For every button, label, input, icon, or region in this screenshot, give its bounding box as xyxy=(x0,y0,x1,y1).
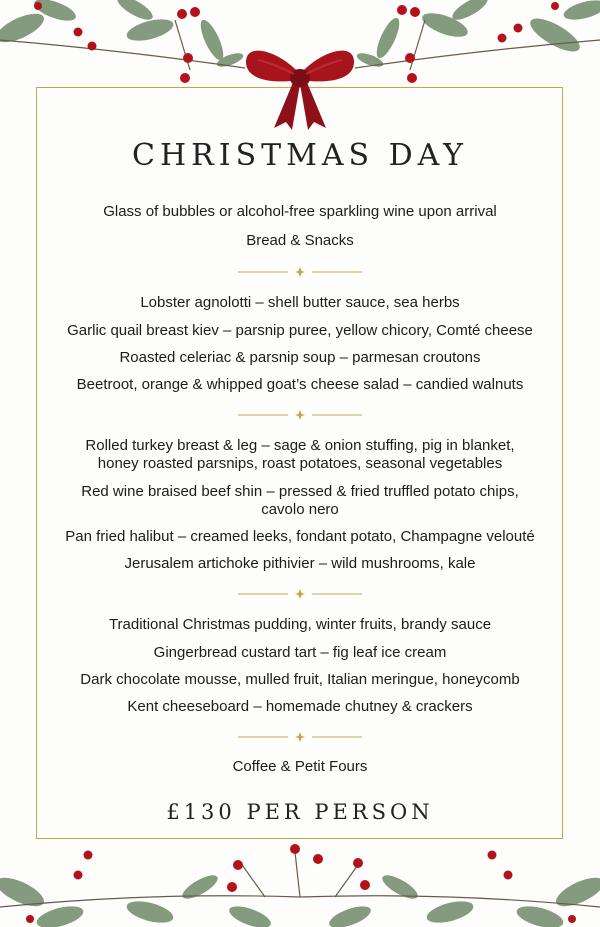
main-item-line: Rolled turkey breast & leg – sage & onion stuffing, pig in blanket, xyxy=(85,437,515,454)
coffee-petit-fours: Coffee & Petit Fours xyxy=(232,758,368,775)
menu-title: CHRISTMAS DAY xyxy=(132,138,468,173)
main-item: Pan fried halibut – creamed leeks, fondant potato, Champagne velouté xyxy=(65,528,535,545)
starter-item: Lobster agnolotti – shell butter sauce, sea herbs xyxy=(140,294,460,311)
dessert-item: Gingerbread custard tart – fig leaf ice cream xyxy=(153,644,447,661)
dessert-item: Kent cheeseboard – homemade chutney & crackers xyxy=(127,698,473,715)
starter-item: Garlic quail breast kiev – parsnip puree, yellow chicory, Comté cheese xyxy=(67,322,533,339)
dessert-item: Dark chocolate mousse, mulled fruit, Italian meringue, honeycomb xyxy=(80,671,520,688)
divider-star-icon xyxy=(238,410,362,420)
dessert-item: Traditional Christmas pudding, winter fruits, brandy sauce xyxy=(108,616,492,633)
welcome-drink: Glass of bubbles or alcohol-free sparkling wine upon arrival xyxy=(103,203,497,220)
bread-snacks: Bread & Snacks xyxy=(246,232,354,249)
main-item-line: cavolo nero xyxy=(261,501,339,518)
divider-star-icon xyxy=(238,267,362,277)
starter-item: Roasted celeriac & parsnip soup – parmesan croutons xyxy=(119,349,481,366)
divider-star-icon xyxy=(238,732,362,742)
main-item: Jerusalem artichoke pithivier – wild mushrooms, kale xyxy=(124,555,476,572)
divider-star-icon xyxy=(238,589,362,599)
price-per-person: £130 PER PERSON xyxy=(166,800,434,824)
starter-item: Beetroot, orange & whipped goat’s cheese salad – candied walnuts xyxy=(76,376,524,393)
main-item-line: honey roasted parsnips, roast potatoes, seasonal vegetables xyxy=(97,455,503,472)
main-item-line: Red wine braised beef shin – pressed & fried truffled potato chips, xyxy=(81,483,519,500)
bottom-garland-icon xyxy=(0,837,600,927)
bow-icon xyxy=(238,40,362,132)
